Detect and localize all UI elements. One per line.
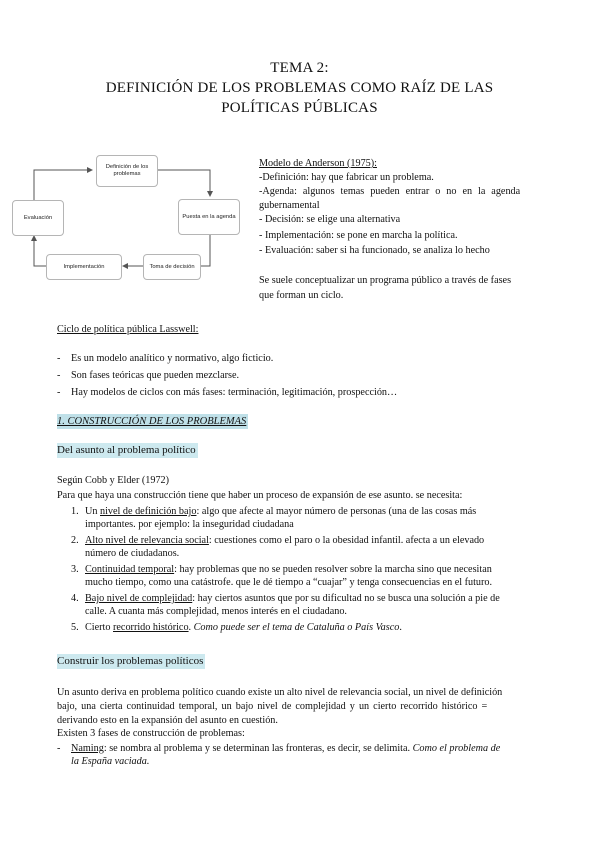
list-item-2: 2. Alto nivel de relevancia social: cuestiones como el paro o la obesidad infantil. afecta a un elevado	[71, 535, 485, 546]
anderson-line: -Definición: hay que fabricar un problema.	[259, 172, 434, 183]
list-item-4-cont: calle. A cuanta más complejidad, menos interés en el ciudadano.	[85, 606, 347, 617]
list-item-1-cont: importantes. por ejemplo: la inseguridad ciudadana	[85, 519, 294, 530]
paragraph-line: Existen 3 fases de construcción de problemas:	[57, 728, 245, 739]
policy-cycle-diagram	[10, 150, 250, 280]
cobb-reference: Según Cobb y Elder (1972)	[57, 475, 170, 486]
diagram-box-evaluacion: Evaluación	[12, 200, 64, 236]
anderson-line: - Implementación: se pone en marcha la política.	[259, 230, 458, 241]
diagram-box-decision: Toma de decisión	[143, 254, 201, 280]
title-line-3: POLÍTICAS PÚBLICAS	[221, 100, 378, 116]
paragraph-line: bajo, una cierta continuidad temporal, un bajo nivel de complejidad y un cierto recorrido histórico =	[57, 701, 488, 712]
paragraph-line: Un asunto deriva en problema político cuando existe un alto nivel de relevancia social, un nivel de definición	[57, 687, 503, 698]
anderson-paragraph: que forman un ciclo.	[259, 290, 344, 301]
lasswell-item: - Son fases teóricas que pueden mezclarse.	[57, 370, 240, 381]
anderson-line: gubernamental	[259, 200, 320, 211]
list-item-2-cont: número de ciudadanos.	[85, 548, 180, 559]
list-item-4: 4. Bajo nivel de complejidad: hay ciertos asuntos que por su dificultad no se busca una solución a pie de	[71, 593, 500, 604]
lasswell-item: - Hay modelos de ciclos con más fases: terminación, legitimación, prospección…	[57, 387, 398, 398]
subsection-heading: Construir los problemas políticos	[57, 655, 204, 667]
diagram-box-definicion: Definición de los problemas	[96, 155, 158, 187]
cobb-intro: Para que haya una construcción tiene que haber un proceso de expansión de ese asunto. se necesita:	[57, 490, 463, 501]
title-line-2: DEFINICIÓN DE LOS PROBLEMAS COMO RAÍZ DE LAS	[105, 80, 494, 96]
section-heading-1: 1. CONSTRUCCIÓN DE LOS PROBLEMAS	[57, 416, 247, 427]
anderson-line: - Evaluación: saber si ha funcionado, se analiza lo hecho	[259, 245, 490, 256]
naming-item-cont: la España vaciada.	[71, 756, 150, 767]
list-item-5: 5. Cierto recorrido histórico. Como puede ser el tema de Cataluña o País Vasco.	[71, 622, 402, 633]
title-line-1: TEMA 2:	[270, 60, 329, 76]
anderson-paragraph: Se suele conceptualizar un programa público a través de fases	[259, 275, 512, 286]
lasswell-heading: Ciclo de política pública Lasswell:	[57, 324, 199, 335]
list-item-3: 3. Continuidad temporal: hay problemas que no se pueden resolver sobre la marcha sino que necesitan	[71, 564, 492, 575]
list-item-3-cont: mucho tiempo, como una catástrofe. que le dé tiempo a “cuajar” y tenga consecuencias en el futuro.	[85, 577, 493, 588]
lasswell-item: - Es un modelo analítico y normativo, algo ficticio.	[57, 353, 274, 364]
anderson-heading: Modelo de Anderson (1975):	[259, 158, 377, 169]
paragraph-line: derivando esto en la expansión del asunto en cuestión.	[57, 715, 278, 726]
diagram-box-implementacion: Implementación	[46, 254, 122, 280]
list-item-1: 1. Un nivel de definición bajo: algo que afecte al mayor número de personas (una de las cosas más	[71, 506, 477, 517]
subsection-heading: Del asunto al problema político	[57, 444, 196, 456]
anderson-line: - Decisión: se elige una alternativa	[259, 214, 401, 225]
anderson-line: -Agenda: algunos temas pueden entrar o no en la agenda	[259, 186, 521, 197]
diagram-box-agenda: Puesta en la agenda	[178, 199, 240, 235]
naming-item: - Naming: se nombra al problema y se determinan las fronteras, es decir, se delimita. Como el problema de	[57, 743, 501, 754]
